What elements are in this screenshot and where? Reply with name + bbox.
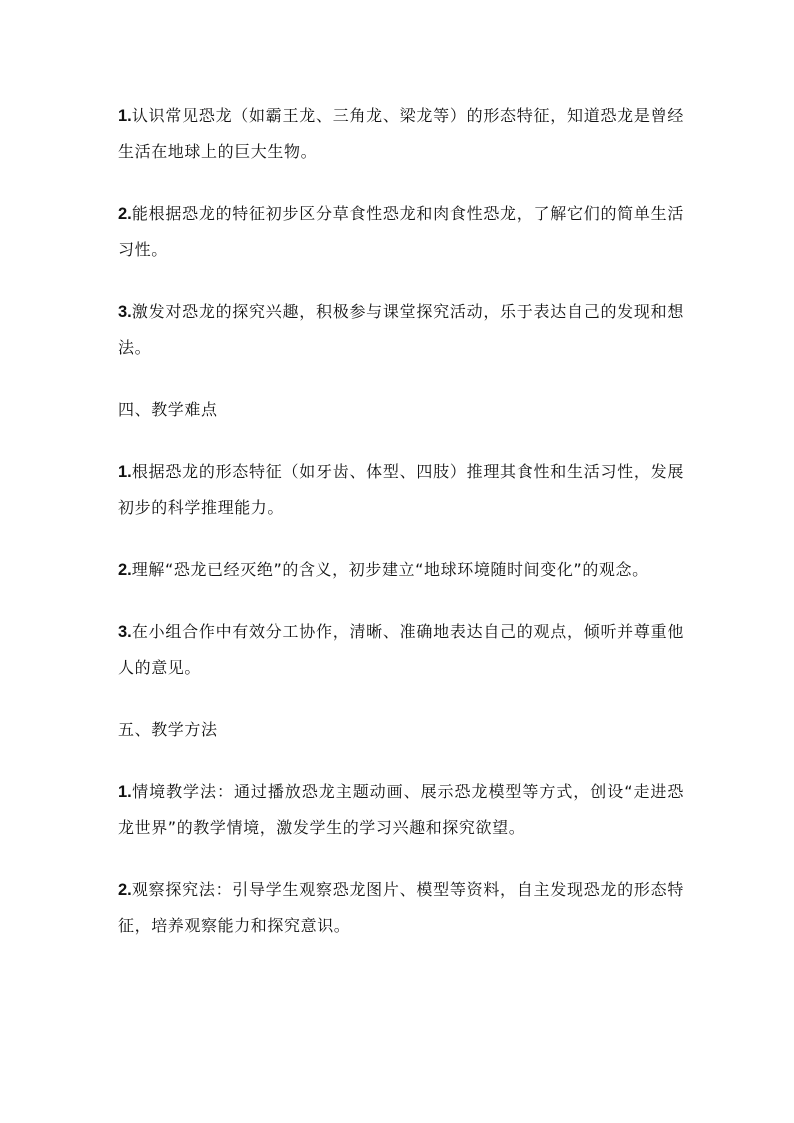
item-number: 3. <box>118 623 132 641</box>
heading-text: 五、教学方法 <box>118 720 218 739</box>
item-text: 能根据恐龙的特征初步区分草食性恐龙和肉食性恐龙，了解它们的简单生活习性。 <box>118 204 684 259</box>
section-heading <box>118 392 684 428</box>
item-text: 根据恐龙的形态特征（如牙齿、体型、四肢）推理其食性和生活习性，发展初步的科学推理能力。 <box>118 462 684 517</box>
list-item <box>118 294 684 366</box>
item-text: 理解“恐龙已经灭绝”的含义，初步建立“地球环境随时间变化”的观念。 <box>131 560 649 579</box>
item-text: 观察探究法：引导学生观察恐龙图片、模型等资料，自主发现恐龙的形态特征，培养观察能力和探究意识。 <box>118 880 684 935</box>
list-item <box>118 196 684 268</box>
item-number: 2. <box>118 881 132 899</box>
list-item <box>118 872 684 944</box>
item-number: 3. <box>118 303 132 321</box>
item-text: 激发对恐龙的探究兴趣，积极参与课堂探究活动，乐于表达自己的发现和想法。 <box>118 302 684 357</box>
item-number: 2. <box>118 561 132 579</box>
item-number: 2. <box>118 205 132 223</box>
item-text: 情境教学法：通过播放恐龙主题动画、展示恐龙模型等方式，创设“走进恐龙世界”的教学情境，激发学生的学习兴趣和探究欲望。 <box>118 782 684 837</box>
item-number: 1. <box>118 107 132 125</box>
heading-text: 四、教学难点 <box>118 400 218 419</box>
list-item <box>118 614 684 686</box>
item-number: 1. <box>118 783 132 801</box>
section-heading <box>118 712 684 748</box>
list-item <box>118 552 684 588</box>
item-text: 认识常见恐龙（如霸王龙、三角龙、梁龙等）的形态特征，知道恐龙是曾经生活在地球上的巨大生物。 <box>118 106 684 161</box>
list-item <box>118 454 684 526</box>
item-number: 1. <box>118 463 132 481</box>
document-body <box>118 98 684 944</box>
list-item <box>118 774 684 846</box>
list-item <box>118 98 684 170</box>
item-text: 在小组合作中有效分工协作，清晰、准确地表达自己的观点，倾听并尊重他人的意见。 <box>118 622 684 677</box>
